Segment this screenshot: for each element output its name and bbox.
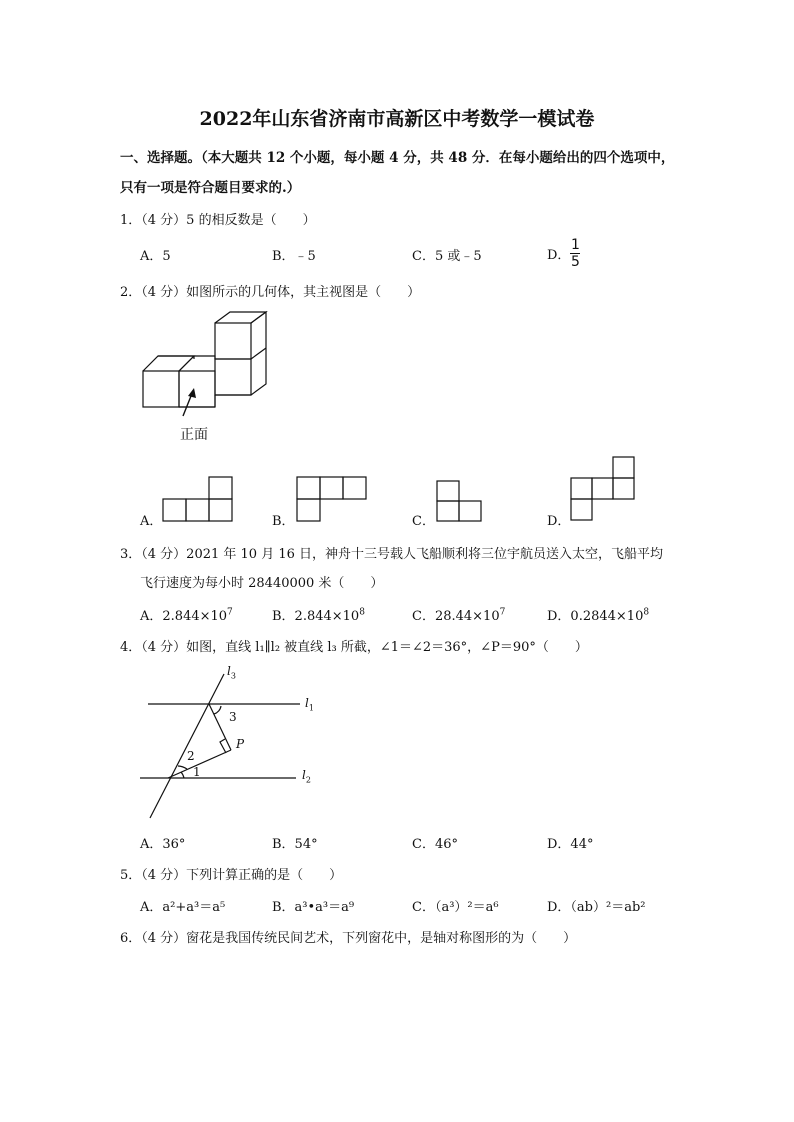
q1-option-d-fraction	[570, 238, 580, 269]
label-angle-1: 1	[193, 765, 201, 779]
q4-option-a: A．36°	[140, 837, 186, 852]
label-l3-letter: l	[227, 664, 231, 678]
label-l1-letter: l	[305, 696, 309, 710]
front-cube-middle	[179, 371, 215, 407]
q5-option-b: B．a³•a³＝a⁹	[272, 900, 355, 915]
label-point-p: P	[236, 737, 245, 751]
q3-option-b-exp: 8	[359, 607, 365, 618]
q4-option-c: C．46°	[412, 837, 458, 852]
q2-option-a: A．	[140, 514, 163, 529]
q1-d-denominator: 5	[570, 254, 580, 270]
q1-option-a: A．5	[140, 249, 171, 264]
q3-option-d-exp: 8	[643, 607, 650, 618]
q2-option-c: C．	[412, 514, 435, 529]
q3-option-d-base: D．0.2844×10	[547, 609, 644, 624]
q3-option-b-base: B．2.844×10	[272, 609, 360, 624]
q6-stem: 6．（4 分）窗花是我国传统民间艺术，下列窗花中，是轴对称图形的为（ ）	[120, 931, 577, 946]
q3-option-c	[412, 605, 505, 624]
section-instructions-line1: 一、选择题。（本大题共 12 个小题，每小题 4 分，共 48 分．在每小题给出的四个选项中，	[120, 150, 675, 166]
q1-stem: 1．（4 分）5 的相反数是（ ）	[120, 213, 316, 228]
label-l3	[227, 664, 236, 680]
q1-option-c: C．5 或﹣5	[412, 249, 482, 264]
q3-option-b	[272, 605, 365, 624]
q2-option-d: D．	[547, 514, 571, 529]
q2-stem: 2．（4 分）如图所示的几何体，其主视图是（ ）	[120, 285, 421, 300]
label-l2-sub: 2	[305, 775, 311, 785]
q3-option-c-exp: 7	[499, 607, 506, 618]
label-angle-2: 2	[187, 749, 195, 763]
section-instructions-line2: 只有一项是符合题目要求的.）	[120, 180, 301, 196]
q1-option-b: B．﹣5	[272, 249, 316, 264]
q2-option-b-figure	[296, 476, 368, 524]
q1-option-d-prefix: D．	[547, 248, 571, 263]
label-l3-sub: 3	[230, 671, 236, 681]
q2-option-d-figure	[570, 456, 638, 524]
label-l1	[305, 696, 314, 712]
q5-option-a: A．a²+a³＝a⁵	[140, 900, 226, 915]
q5-option-d: D．（ab）²＝ab²	[547, 900, 646, 915]
front-cube-right-bottom	[215, 359, 251, 395]
exam-title: 2022年山东省济南市高新区中考数学一模试卷	[199, 108, 595, 130]
label-l2	[302, 768, 311, 784]
q4-option-d: D．44°	[547, 837, 594, 852]
q3-option-d	[547, 605, 649, 624]
q2-option-a-figure	[162, 476, 234, 524]
q2-option-b: B．	[272, 514, 295, 529]
q3-stem-line2: 飞行速度为每小时 28440000 米（ ）	[140, 576, 384, 591]
q4-option-b: B．54°	[272, 837, 318, 852]
q3-option-c-base: C．28.44×10	[412, 609, 500, 624]
label-l1-sub: 1	[308, 703, 314, 713]
q3-option-a-exp: 7	[227, 607, 233, 618]
label-l2-letter: l	[302, 768, 306, 782]
front-cube-left	[143, 371, 179, 407]
q4-stem: 4．（4 分）如图，直线 l₁∥l₂ 被直线 l₃ 所截，∠1＝∠2＝36°，∠P＝90°（ ）	[120, 640, 588, 655]
q1-d-numerator: 1	[570, 237, 580, 253]
line-l3	[150, 674, 224, 818]
q2-option-c-figure	[436, 480, 486, 524]
front-cube-right-top	[215, 323, 251, 359]
q2-front-label: 正面	[180, 427, 208, 443]
q3-option-a-base: A．2.844×10	[140, 609, 228, 624]
q5-option-c: C．（a³）²＝a⁶	[412, 900, 499, 915]
q5-stem: 5．（4 分）下列计算正确的是（ ）	[120, 868, 343, 883]
q3-stem-line1: 3．（4 分）2021 年 10 月 16 日，神舟十三号载人飞船顺利将三位宇航员送入太空，飞船平均	[120, 547, 664, 562]
q3-option-a	[140, 605, 233, 624]
label-angle-3: 3	[229, 710, 237, 724]
q1-option-d	[547, 238, 580, 269]
